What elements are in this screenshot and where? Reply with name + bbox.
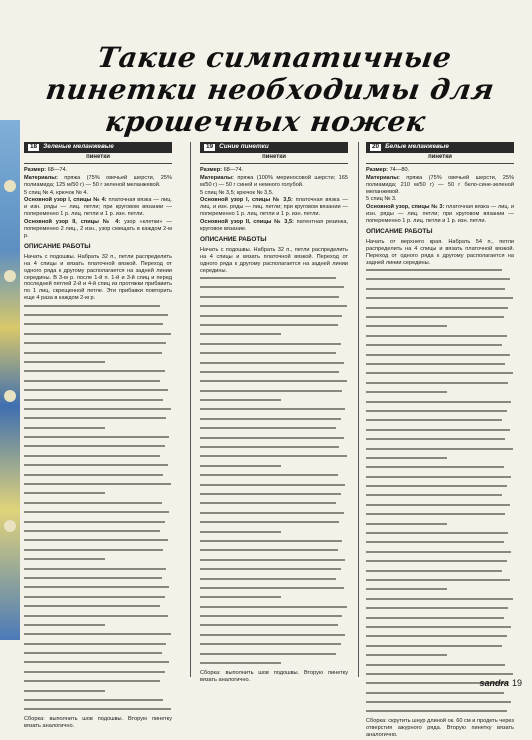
text-line [366, 429, 514, 436]
text-line [24, 408, 172, 415]
text-line [366, 532, 514, 539]
text-line [24, 305, 172, 312]
spec-label: Материалы: [24, 174, 58, 181]
text-line [366, 664, 514, 671]
text-line [24, 577, 172, 584]
text-line [24, 661, 172, 668]
text-line [24, 399, 172, 406]
text-line [366, 617, 514, 624]
text-line [366, 466, 514, 473]
text-line [366, 448, 514, 455]
column-divider [190, 142, 191, 677]
text-line [366, 523, 514, 530]
instructions-text: Начать с подошвы. Набрать 32 п., петли распределить на 4 спицы и вязать платочной вязкой. Переход от одного ряда к другому располагается на задней линии середины. [200, 246, 348, 274]
text-line [366, 297, 514, 304]
pattern-spec [200, 190, 348, 197]
text-line [200, 390, 348, 397]
text-line [200, 653, 348, 660]
text-line [24, 558, 172, 565]
spec-text: платочная вязка — лиц. и изн. ряды — лиц. петли; при круговом вязании — попеременно 1 р. лиц. петли и 1 р. изн. петли. [366, 204, 514, 225]
section-heading: ОПИСАНИЕ РАБОТЫ [24, 242, 91, 250]
text-line [200, 380, 348, 387]
text-line [200, 286, 348, 293]
text-line [200, 662, 348, 669]
text-line [366, 372, 514, 379]
spec-text: пряжа (75% овечьей шерсти, 25% полиамида; 210 м/50 г) — 50 г бело-сине-зеленой меланжевой. [366, 174, 514, 195]
pattern-title: Белые меланжевые [385, 143, 449, 150]
pattern-spec [24, 175, 172, 189]
text-line [200, 333, 348, 340]
text-line [24, 586, 172, 593]
instructions-text: Начать от верхнего края. Набрать 54 п., петли распределить на 4 спицы и вязать платочной вязкой. Переход от одного ряда к другому располагается на задней линии середины. [366, 238, 514, 266]
spec-label: Размер: [366, 166, 389, 173]
text-line [366, 494, 514, 501]
spec-label: Размер: [24, 166, 47, 173]
text-line [200, 606, 348, 613]
text-line [200, 493, 348, 500]
text-line [366, 654, 514, 661]
text-line [200, 446, 348, 453]
text-line [366, 335, 514, 342]
pattern-subtitle: пинетки [366, 153, 514, 164]
spec-text: патентная резинка, круговое вязание. [200, 219, 348, 233]
text-line [366, 363, 514, 370]
text-line [24, 643, 172, 650]
text-line [366, 288, 514, 295]
text-line [24, 633, 172, 640]
text-line [24, 474, 172, 481]
text-line [24, 333, 172, 340]
instructions-text: Начать с подошвы. Набрать 32 п., петли распределить на 4 спицы и вязать платочной вязкой. Переход от одного ряда к другому располагается на задней линии середины. В 3-м р. после 1-й п. 1-й и 3-й спиц и перед последней петлей 2-й и 4-й спиц из протяжки прибавить по 1 лиц. скрещенной петле. Эти прибавки повторить еще 4 раза в каждом 2-м р. [24, 253, 172, 302]
text-line [366, 692, 514, 699]
text-line [24, 690, 172, 697]
page-number: 19 [511, 678, 522, 688]
text-line [24, 389, 172, 396]
pattern-header [200, 142, 348, 153]
text-line [366, 635, 514, 642]
text-line [24, 671, 172, 678]
pattern-spec [200, 175, 348, 189]
text-line [200, 540, 348, 547]
text-line [200, 521, 348, 528]
text-line [366, 588, 514, 595]
text-line [200, 624, 348, 631]
pattern-spec [366, 196, 514, 203]
text-line [24, 417, 172, 424]
text-line [24, 370, 172, 377]
pattern-title: Синие пинетки [219, 143, 269, 150]
text-line [366, 325, 514, 332]
text-line [200, 531, 348, 538]
text-line [366, 438, 514, 445]
pattern-spec [366, 167, 514, 174]
spec-text: 5 спиц № 3,5; крючок № 3,5. [200, 189, 274, 196]
pattern-spec [366, 175, 514, 196]
text-line [200, 408, 348, 415]
text-line [24, 568, 172, 575]
text-line [24, 342, 172, 349]
text-line [24, 323, 172, 330]
text-line [366, 579, 514, 586]
text-line [200, 305, 348, 312]
text-line [366, 410, 514, 417]
text-line [200, 615, 348, 622]
text-line [200, 455, 348, 462]
text-line [24, 605, 172, 612]
text-line [200, 634, 348, 641]
text-line [366, 476, 514, 483]
text-line [200, 315, 348, 322]
text-line [200, 502, 348, 509]
text-line [24, 361, 172, 368]
text-line [366, 701, 514, 708]
text-line [24, 427, 172, 434]
text-line [366, 570, 514, 577]
section-heading: ОПИСАНИЕ РАБОТЫ [366, 228, 433, 236]
pattern-header [366, 142, 514, 153]
text-line [200, 596, 348, 603]
pattern-spec [24, 167, 172, 174]
text-line [200, 277, 348, 284]
pattern-number: 19 [206, 143, 214, 150]
text-line [366, 269, 514, 276]
text-line [200, 324, 348, 331]
photo-edge [0, 120, 20, 640]
text-line [200, 512, 348, 519]
text-line [200, 296, 348, 303]
text-line [24, 314, 172, 321]
assembly-text: Сборка: выполнить шов подошвы. Вторую пинетку вязать аналогично. [24, 716, 172, 730]
pattern-spec [24, 190, 172, 197]
spec-label: Основной узор II, спицы № 4: [24, 219, 121, 226]
pattern-spec [366, 204, 514, 225]
text-line [366, 560, 514, 567]
text-line [24, 708, 172, 715]
pattern-header [24, 142, 172, 153]
text-line [24, 511, 172, 518]
page-footer [479, 678, 522, 688]
text-line [24, 445, 172, 452]
text-line [24, 464, 172, 471]
text-line [200, 399, 348, 406]
text-line [366, 607, 514, 614]
spec-text: узор «клетки» — попеременно 2 лиц., 2 изн., узор смещать в каждом 2-м р. [24, 219, 172, 239]
spec-label: Основной узор II, спицы № 3,5: [200, 219, 294, 226]
text-line [366, 513, 514, 520]
pattern-title: Зеленые меланжевые [43, 143, 114, 150]
spec-text: 5 спиц № 3. [366, 196, 397, 203]
text-line [200, 474, 348, 481]
spec-label: Основной узор I, спицы № 4: [24, 197, 107, 204]
text-line [200, 643, 348, 650]
spec-label: Материалы: [366, 174, 400, 181]
text-line [200, 587, 348, 594]
spec-label: Размер: [200, 166, 223, 173]
text-line [200, 568, 348, 575]
text-line [366, 626, 514, 633]
text-line [366, 307, 514, 314]
text-line [24, 652, 172, 659]
pattern-number: 18 [30, 143, 38, 150]
text-line [24, 492, 172, 499]
text-line [200, 578, 348, 585]
text-line [200, 352, 348, 359]
text-line [366, 551, 514, 558]
pattern-spec [200, 167, 348, 174]
spec-text: платочная вязка — лиц. и изн. ряды — лиц. петли; при круговом вязании — попеременно 1 р. лиц. петли и 1 р. изн. петли. [200, 197, 348, 218]
text-line [366, 504, 514, 511]
text-line [366, 278, 514, 285]
text-line [24, 549, 172, 556]
text-line [200, 343, 348, 350]
text-line [366, 485, 514, 492]
text-line [200, 371, 348, 378]
pattern-column-18 [24, 142, 172, 731]
text-line [366, 344, 514, 351]
spec-label: Основной узор I, спицы № 3,5: [200, 197, 293, 204]
column-divider [358, 142, 359, 677]
text-line [24, 380, 172, 387]
text-line [366, 645, 514, 652]
pattern-spec [200, 219, 348, 233]
text-line [24, 624, 172, 631]
text-line [200, 559, 348, 566]
assembly-text: Сборка: выполнить шов подошвы. Вторую пинетку вязать аналогично. [200, 669, 348, 683]
assembly-text: Сборка: скрутить шнур длиной ок. 60 см и продеть через отверстия ажурного ряда. Вторую пинетку вязать аналогично. [366, 718, 514, 739]
text-line [366, 457, 514, 464]
text-line [24, 615, 172, 622]
text-line [366, 710, 514, 717]
text-line [24, 455, 172, 462]
text-line [24, 699, 172, 706]
pattern-number: 20 [372, 143, 380, 150]
section-heading: ОПИСАНИЕ РАБОТЫ [200, 235, 267, 243]
text-line [24, 530, 172, 537]
pattern-spec [24, 197, 172, 218]
spec-text: 68—74. [222, 166, 244, 173]
text-line [366, 598, 514, 605]
spec-text: 68—74. [46, 166, 68, 173]
text-line [200, 418, 348, 425]
pattern-column-19 [200, 142, 348, 685]
text-line [200, 362, 348, 369]
pattern-column-20 [366, 142, 514, 740]
magazine-brand: sandra [479, 678, 509, 688]
text-line [24, 352, 172, 359]
text-line [366, 316, 514, 323]
page-headline: Такие симпатичные пинетки необходимы для крошечных ножек [43, 41, 497, 138]
text-line [200, 437, 348, 444]
text-line [24, 502, 172, 509]
spec-text: пряжа (75% овечьей шерсти, 25% полиамида; 125 м/50 г) — 50 г зеленой меланжевой. [24, 174, 172, 188]
spec-text: платочная вязка — лиц. и изн. ряды — лиц. петли; при круговом вязании — попеременно 1 р. лиц. петли и 1 р. изн. петли. [24, 197, 172, 218]
text-line [366, 419, 514, 426]
text-line [24, 483, 172, 490]
spec-text: 74—80. [388, 166, 410, 173]
text-line [24, 436, 172, 443]
text-line [366, 354, 514, 361]
pattern-subtitle: пинетки [24, 153, 172, 164]
spec-label: Основной узор, спицы № 3: [366, 204, 445, 211]
text-line [200, 465, 348, 472]
text-line [24, 521, 172, 528]
text-line [366, 401, 514, 408]
text-line [24, 680, 172, 687]
spec-text: 5 спиц № 4, крючок № 4. [24, 189, 89, 196]
text-line [366, 382, 514, 389]
text-line [200, 484, 348, 491]
pattern-spec [24, 219, 172, 240]
text-line [24, 596, 172, 603]
pattern-spec [200, 197, 348, 218]
spec-text: пряжа (100% мериносовой шерсти; 165 м/50 г) — 50 г синей и немного голубой. [200, 174, 348, 188]
text-line [24, 539, 172, 546]
text-line [200, 427, 348, 434]
text-line [200, 549, 348, 556]
text-line [366, 391, 514, 398]
spec-label: Материалы: [200, 174, 234, 181]
pattern-subtitle: пинетки [200, 153, 348, 164]
text-line [366, 541, 514, 548]
